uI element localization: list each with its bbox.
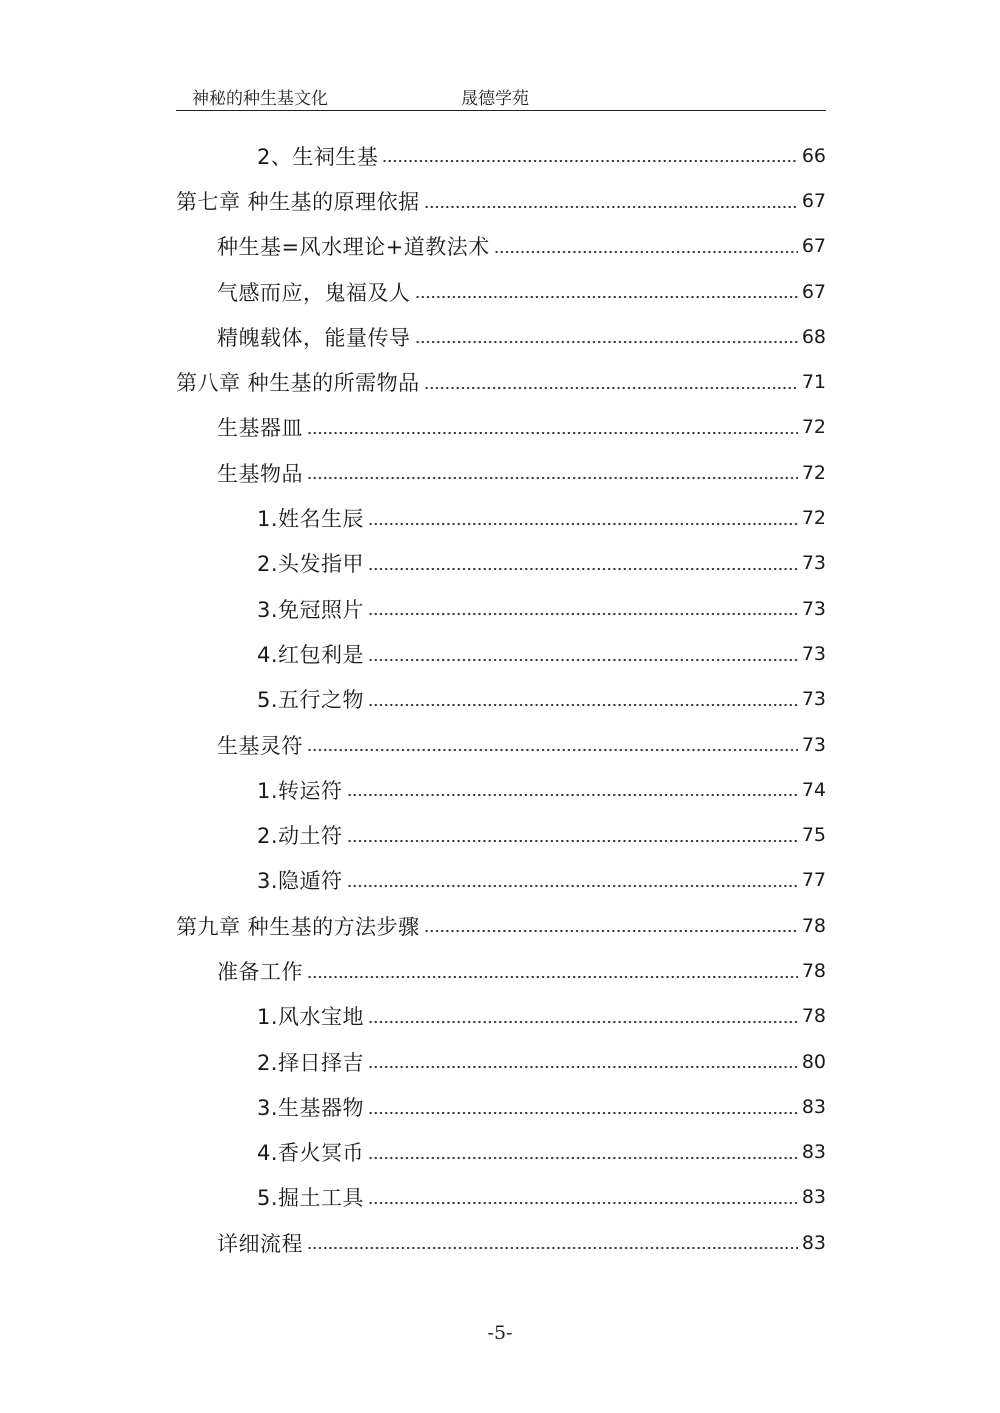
toc-dot-leader — [368, 521, 798, 527]
toc-entry-page: 68 — [801, 325, 826, 348]
toc-entry-title: 1.风水宝地 — [257, 1005, 365, 1030]
toc-entry[interactable] — [176, 994, 826, 1039]
toc-entry[interactable] — [176, 767, 826, 812]
toc-entry-title: 气感而应，鬼福及人 — [217, 280, 411, 305]
toc-entry-page: 77 — [801, 869, 826, 892]
toc-dot-leader — [347, 883, 798, 889]
toc-entry-title: 2.动土符 — [257, 824, 343, 849]
toc-entry[interactable] — [176, 495, 826, 540]
toc-entry-page: 71 — [801, 371, 826, 394]
toc-dot-leader — [307, 475, 798, 481]
toc-entry[interactable] — [176, 722, 826, 767]
toc-entry-title: 3.生基器物 — [257, 1095, 365, 1120]
toc-entry[interactable] — [176, 1130, 826, 1175]
toc-dot-leader — [307, 747, 798, 753]
toc-entry[interactable] — [176, 586, 826, 631]
toc-entry-title: 1.姓名生辰 — [257, 507, 365, 532]
toc-dot-leader — [424, 385, 798, 391]
toc-entry-title: 生基灵符 — [217, 733, 303, 758]
toc-entry-title: 精魄载体，能量传导 — [217, 325, 411, 350]
toc-entry-title: 准备工作 — [217, 959, 303, 984]
toc-entry-title: 第八章 种生基的所需物品 — [176, 371, 420, 396]
toc-entry[interactable] — [176, 133, 826, 178]
toc-entry-page: 73 — [801, 733, 826, 756]
toc-entry-page: 78 — [801, 1005, 826, 1028]
toc-entry-page: 73 — [801, 642, 826, 665]
toc-entry-page: 73 — [801, 688, 826, 711]
toc-dot-leader — [368, 1019, 798, 1025]
toc-entry-page: 73 — [801, 552, 826, 575]
toc-entry-title: 详细流程 — [217, 1231, 303, 1256]
toc-entry-title: 生基器皿 — [217, 416, 303, 441]
toc-entry[interactable] — [176, 269, 826, 314]
toc-entry-title: 2、生祠生基 — [257, 144, 379, 169]
toc-entry-title: 4.红包利是 — [257, 642, 365, 667]
toc-entry-page: 67 — [801, 235, 826, 258]
toc-entry[interactable] — [176, 405, 826, 450]
page-number: -5- — [487, 1322, 513, 1344]
toc-dot-leader — [368, 702, 798, 708]
toc-dot-leader — [347, 792, 798, 798]
toc-dot-leader — [347, 838, 798, 844]
toc-entry-title: 2.头发指甲 — [257, 552, 365, 577]
toc-entry[interactable] — [176, 541, 826, 586]
toc-dot-leader — [494, 249, 798, 255]
toc-entry-page: 83 — [801, 1186, 826, 1209]
toc-entry[interactable] — [176, 224, 826, 269]
toc-dot-leader — [368, 657, 798, 663]
toc-entry[interactable] — [176, 1175, 826, 1220]
toc-entry-page: 83 — [801, 1141, 826, 1164]
toc-dot-leader — [368, 1155, 798, 1161]
toc-entry[interactable] — [176, 1084, 826, 1129]
toc-dot-leader — [415, 294, 798, 300]
toc-entry-title: 4.香火冥币 — [257, 1141, 365, 1166]
toc-entry-page: 72 — [801, 507, 826, 530]
toc-entry[interactable] — [176, 314, 826, 359]
toc-dot-leader — [307, 1245, 798, 1251]
page-header — [176, 82, 826, 111]
toc-dot-leader — [307, 974, 798, 980]
toc-entry-title: 1.转运符 — [257, 778, 343, 803]
toc-entry[interactable] — [176, 178, 826, 223]
toc-entry[interactable] — [176, 948, 826, 993]
toc-entry-title: 生基物品 — [217, 461, 303, 486]
toc-entry[interactable] — [176, 1220, 826, 1265]
toc-entry[interactable] — [176, 1039, 826, 1084]
toc-entry-title: 2.择日择吉 — [257, 1050, 365, 1075]
toc-entry-page: 72 — [801, 416, 826, 439]
toc-entry-page: 66 — [801, 144, 826, 167]
toc-entry[interactable] — [176, 903, 826, 948]
toc-entry-page: 83 — [801, 1095, 826, 1118]
toc-dot-leader — [368, 1064, 798, 1070]
toc-dot-leader — [368, 1200, 798, 1206]
toc-entry-title: 种生基=风水理论+道教法术 — [217, 235, 490, 260]
toc-entry-page: 74 — [801, 778, 826, 801]
toc-entry-page: 72 — [801, 461, 826, 484]
toc-entry-page: 67 — [801, 280, 826, 303]
toc-dot-leader — [424, 928, 798, 934]
toc-entry-page: 67 — [801, 189, 826, 212]
toc-entry[interactable] — [176, 631, 826, 676]
toc-dot-leader — [307, 430, 798, 436]
toc-entry[interactable] — [176, 858, 826, 903]
toc-entry-page: 78 — [801, 914, 826, 937]
toc-entry-page: 78 — [801, 959, 826, 982]
toc-entry-page: 83 — [801, 1231, 826, 1254]
toc-entry-title: 第九章 种生基的方法步骤 — [176, 914, 420, 939]
toc-dot-leader — [424, 204, 798, 210]
toc-entry-title: 5.五行之物 — [257, 688, 365, 713]
toc-dot-leader — [368, 611, 798, 617]
toc-dot-leader — [368, 1110, 798, 1116]
toc-entry[interactable] — [176, 359, 826, 404]
toc-entry-page: 75 — [801, 824, 826, 847]
toc-entry-page: 80 — [801, 1050, 826, 1073]
toc-entry[interactable] — [176, 450, 826, 495]
toc-entry[interactable] — [176, 677, 826, 722]
header-book-title: 神秘的种生基文化 — [192, 89, 328, 109]
toc-entry-title: 第七章 种生基的原理依据 — [176, 189, 420, 214]
toc-entry[interactable] — [176, 812, 826, 857]
toc-dot-leader — [382, 158, 797, 164]
toc-entry-title: 3.免冠照片 — [257, 597, 365, 622]
toc-dot-leader — [368, 566, 798, 572]
table-of-contents — [176, 133, 826, 1265]
toc-entry-title: 3.隐遁符 — [257, 869, 343, 894]
toc-entry-page: 73 — [801, 597, 826, 620]
header-publisher: 晟德学苑 — [461, 89, 529, 109]
toc-dot-leader — [415, 339, 798, 345]
toc-entry-title: 5.掘土工具 — [257, 1186, 365, 1211]
